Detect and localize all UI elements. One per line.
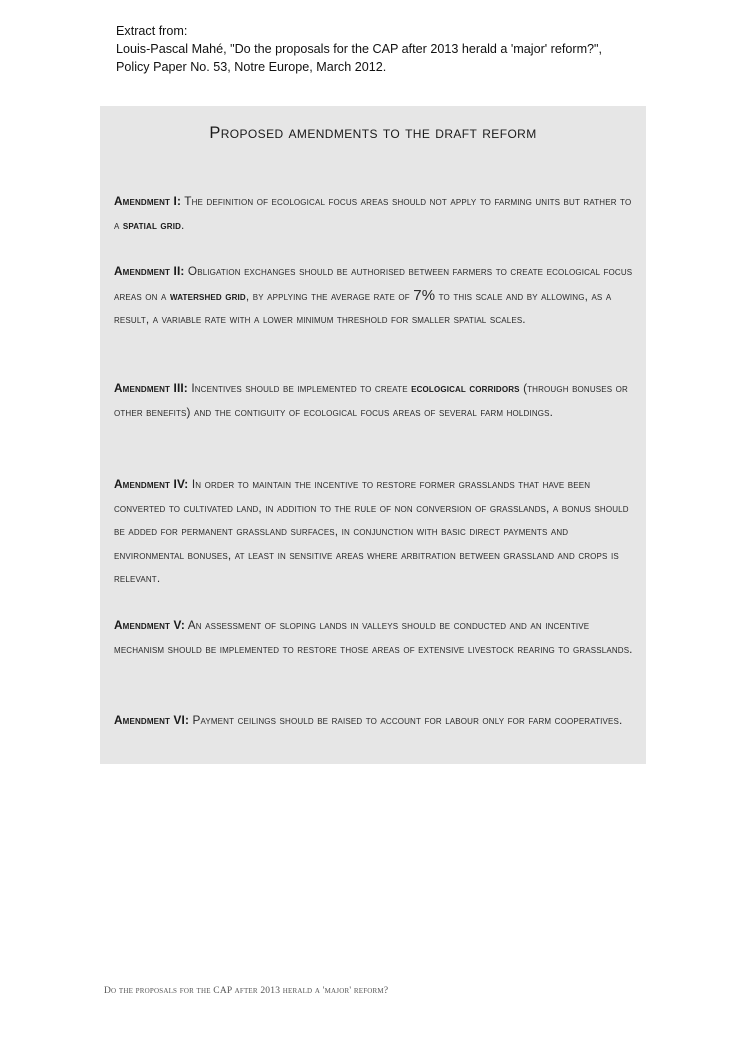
amendment-3-highlight: ecological corridors (411, 381, 520, 395)
amendment-3-text-after: (through bonuses or other benefits) and the contiguity of ecological focus areas of several farm holdings. (114, 381, 628, 419)
amendment-2-percent: 7% (413, 286, 436, 304)
amendment-2-text-before: Obligation exchanges should be authorised between farmers to create ecological focus areas on a (114, 264, 633, 303)
amendment-3-label: Amendment III: (114, 381, 188, 395)
amendment-2 (114, 260, 634, 332)
amendment-2-text-middle: , by applying the average rate of (245, 288, 414, 303)
amendment-3-text-before: Incentives should be implemented to create (187, 381, 412, 395)
amendment-6-label: Amendment VI: (114, 713, 190, 727)
running-footer: Do the proposals for the CAP after 2013 herald a 'major' reform? (104, 986, 389, 996)
amendment-3 (114, 377, 634, 424)
amendment-1 (114, 190, 634, 237)
box-title: Proposed amendments to the draft reform (209, 124, 537, 142)
amendment-4 (114, 473, 634, 591)
amendments-box (100, 106, 646, 764)
amendment-4-text: In order to maintain the incentive to restore former grasslands that have been converted to cultivated land, in addition to the rule of non conversion of grasslands, a bonus should be added for permanent grassland surfaces, in conjunction with basic direct payments and environmental bonuses, at least in sensitive areas where arbitration between grassland and crops is relevant. (114, 477, 629, 585)
amendment-6 (114, 709, 634, 733)
citation-line-2: Louis-Pascal Mahé, "Do the proposals for the CAP after 2013 herald a 'major' reform?", (116, 42, 603, 56)
citation-header (116, 22, 716, 76)
amendment-6-text: Payment ceilings should be raised to account for labour only for farm cooperatives. (189, 713, 623, 727)
amendment-1-label: Amendment I: (114, 194, 182, 208)
amendment-5-label: Amendment V: (114, 618, 185, 632)
amendment-1-text-after: . (181, 217, 185, 232)
amendment-1-text-before: The definition of ecological focus areas should not apply to farming units but rather to a (114, 194, 632, 232)
citation-line-3: Policy Paper No. 53, Notre Europe, March 2012. (116, 60, 387, 74)
amendment-2-label: Amendment II: (114, 264, 185, 278)
amendment-5-text: An assessment of sloping lands in valleys should be conducted and an incentive mechanism should be implemented to restore those areas of extensive livestock rearing to grasslands. (114, 618, 633, 656)
citation-line-1: Extract from: (116, 24, 188, 38)
amendment-4-label: Amendment IV: (114, 477, 189, 491)
amendment-1-highlight: spatial grid (122, 217, 182, 232)
amendment-5 (114, 614, 634, 661)
amendment-2-highlight: watershed grid (169, 288, 246, 303)
amendment-2-text-after: to this scale and by allowing, as a result, a variable rate with a lower minimum threshold for smaller spatial scales. (114, 288, 612, 326)
